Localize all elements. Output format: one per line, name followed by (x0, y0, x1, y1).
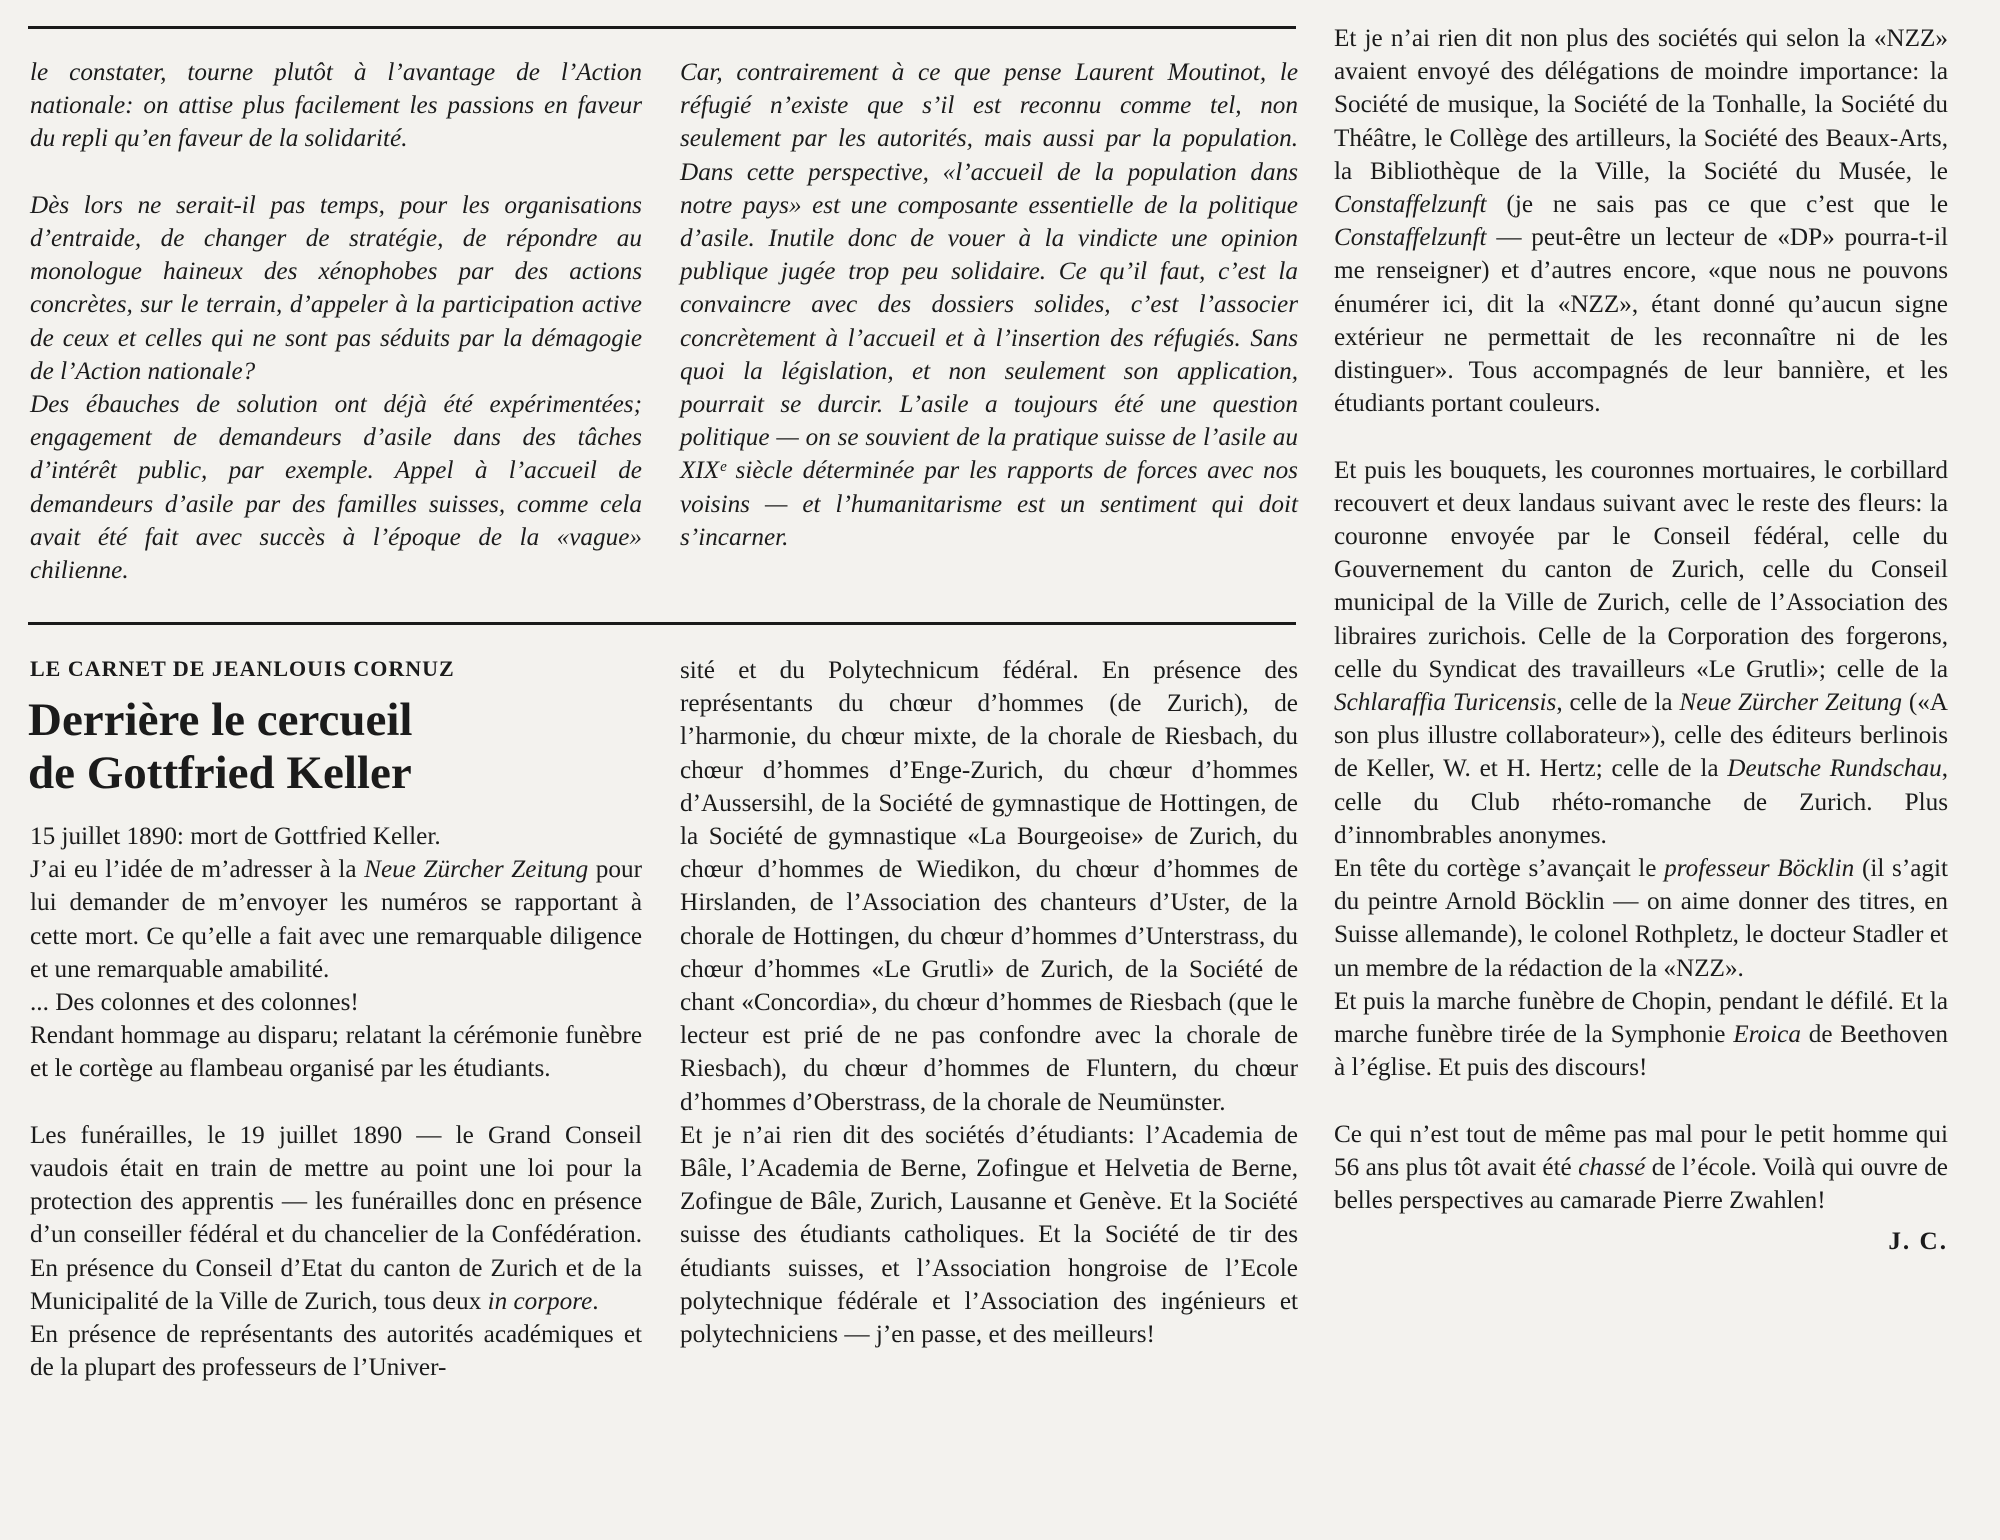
headline-line-1: Derrière le cercueil (28, 694, 413, 746)
col3-p2-italic-2: Neue Zürcher Zeitung (1679, 689, 1902, 717)
col1-paragraph-3: ... Des colonnes et des colonnes! (30, 989, 359, 1017)
col1-p2-text-a: J’ai eu l’idée de m’adresser à la (30, 856, 365, 884)
author-signature: J. C. (1888, 1228, 1948, 1256)
article-column-1 (30, 820, 642, 1384)
col1-p5-italic: in corpore (487, 1287, 593, 1315)
col1-paragraph-6: En présence de représentants des autorités académiques et de la plupart des professeurs de l’Univer- (30, 1321, 642, 1382)
col1-p5-text-a: Les funérailles, le 19 juillet 1890 — le Grand Conseil vaudois était en train de mettre au point une loi pour la protection des apprentis — les funérailles donc en présence d’un conseiller fédéral et du chancelier de la Confédération. En présence du Conseil d’Etat du canton de Zurich et de la Municipalité de la Ville de Zurich, tous deux (30, 1121, 642, 1315)
col1-p2-text-b: pour lui demander de m’envoyer les numéros se rapportant à cette mort. Ce qu’elle a fait avec une remarquable diligence et une remarquable amabilité. (30, 856, 642, 983)
top-left-paragraph-3: Des ébauches de solution ont déjà été expérimentées; engagement de demandeurs d’asile dans des tâches d’intérêt public, par exemple. Appel à l’accueil de demandeurs d’asile par des familles suisses, comme cela avait été fait avec succès à l’époque de la «vague» chilienne. (30, 391, 642, 585)
col3-p1-italic-1: Constaffelzunft (1334, 191, 1487, 219)
col3-p1-italic-2: Constaffelzunft (1334, 224, 1487, 252)
col3-p1-text-a: Et je n’ai rien dit non plus des sociétés qui selon la «NZZ» avaient envoyé des délégations de moindre importance: la Société de musique, la Société de la Tonhalle, la Société du Théâtre, le Collège des artilleurs, la Société des Beaux-Arts, la Bibliothèque de la Ville, la Société du Musée, le (1334, 25, 1948, 185)
top-left-column (30, 56, 642, 587)
col3-p2-text-a: Et puis les bouquets, les couronnes mortuaires, le corbillard recouvert et deux landaus suivant avec le reste des fleurs: la couronne envoyée par le Conseil fédéral, celle du Gouvernement du canton de Zurich, celle du Conseil municipal de la Ville de Zurich, celle de l’Association des libraires zurichois. Celle de la Corporation des forgerons, celle du Syndicat des travailleurs «Le Grutli»; celle de la (1334, 456, 1948, 683)
col3-p1-text-c: — peut-être un lecteur de «DP» pourra-t-il me renseigner) et d’autres encore, «que nous ne pouvons énumérer ici, dit la «NZZ», étant donné qu’aucun signe extérieur ne permettait de les reconnaître ni de les distinguer». Tous accompagnés de leur bannière, et les étudiants portant couleurs. (1334, 224, 1948, 418)
top-middle-paragraph-1: Car, contrairement à ce que pense Laurent Moutinot, le réfugié n’existe que s’il est reconnu comme tel, non seulement par les autorités, mais aussi par la population. Dans cette perspective, «l’accueil de la population dans notre pays» est une composante essentielle de la politique d’asile. Inutile donc de vouer à la vindicte une opinion publique jugée trop peu solidaire. Ce qu’il faut, c’est la convaincre avec des dossiers solides, c’est l’associer concrètement à l’accueil et à l’insertion des réfugiés. Sans quoi la législation, et non seulement son application, pourrait se durcir. L’asile a toujours été une question politique — on se souvient de la pratique suisse de l’asile au XIXᵉ siècle déterminée par les rapports de forces avec nos voisins — et l’humanitarisme est un sentiment qui doit s’incarner. (680, 59, 1298, 551)
top-left-paragraph-2: Dès lors ne serait-il pas temps, pour les organisations d’entraide, de changer de stratégie, de répondre au monologue haineux des xénophobes par des actions concrètes, sur le terrain, d’appeler à la participation active de ceux et celles qui ne sont pas séduits par la démagogie de l’Action nationale? (30, 191, 642, 385)
col3-paragraph-2 (1334, 454, 1948, 852)
col2-paragraph-1: sité et du Polytechnicum fédéral. En présence des représentants du chœur d’hommes (de Zurich), de l’harmonie, du chœur mixte, de la chorale de Riesbach, du chœur d’hommes d’Enge-Zurich, du chœur d’hommes d’Aussersihl, de la Société de gymnastique de Hottingen, de la Société de gymnastique «La Bourgeoise» de Zurich, du chœur d’hommes de Wiedikon, du chœur d’hommes de Hirslanden, de l’Association des chanteurs d’Uster, de la chorale de Hottingen, du chœur d’hommes d’Unterstrass, du chœur d’hommes «Le Grutli» de Zurich, de la Société de chant «Concordia», du chœur d’hommes de Riesbach (que le lecteur est prié de ne pas confondre avec la chorale de Riesbach), du chœur d’hommes de Fluntern, du chœur d’hommes d’Oberstrass, de la chorale de Neumünster. (680, 657, 1298, 1116)
col3-paragraph-3 (1334, 852, 1948, 985)
col1-paragraph-1: 15 juillet 1890: mort de Gottfried Keller. (30, 823, 441, 850)
col3-p2-italic-3: Deutsche Rundschau (1727, 755, 1942, 783)
col1-paragraph-4: Rendant hommage au disparu; relatant la cérémonie funèbre et le cortège au flambeau organisé par les étudiants. (30, 1022, 642, 1083)
top-rule (28, 26, 1296, 29)
article-column-3 (1334, 22, 1948, 1258)
col3-p5-text-a: Ce qui n’est tout de même pas mal pour le petit homme qui 56 ans plus tôt avait été (1334, 1120, 1948, 1181)
column-kicker: LE CARNET DE JEANLOUIS CORNUZ (30, 656, 455, 681)
col3-p1-text-b: (je ne sais pas ce que c’est que le (1486, 191, 1948, 219)
col3-paragraph-4 (1334, 985, 1948, 1085)
col1-paragraph-5 (30, 1119, 642, 1318)
col3-p3-text-b: (il s’agit du peintre Arnold Böcklin — on aime donner des titres, en Suisse allemande), le colonel Rothpletz, le docteur Stadler et un membre de la rédaction de la «NZZ». (1334, 855, 1949, 982)
col3-p4-text-b: de Beethoven à l’église. Et puis des discours! (1334, 1021, 1949, 1082)
col3-p2-text-c: («A son plus illustre collaborateur»), celle des éditeurs berlinois de Keller, W. et H. Hertz; celle de la (1334, 689, 1948, 783)
col3-p2-text-b: , celle de la (1556, 689, 1680, 717)
top-middle-column (680, 56, 1298, 554)
col1-p5-text-b: . (592, 1287, 599, 1315)
col3-p3-text-a: En tête du cortège s’avançait le (1334, 855, 1665, 883)
col3-paragraph-5 (1334, 1118, 1948, 1218)
col3-p4-italic: Eroica (1733, 1021, 1801, 1049)
col3-p3-italic: professeur Böcklin (1664, 855, 1855, 883)
col3-p5-italic: chassé (1578, 1153, 1646, 1181)
col1-p2-newspaper: Neue Zürcher Zeitung (364, 856, 589, 884)
col1-paragraph-2 (30, 853, 642, 986)
col3-p2-italic-1: Schlaraffia Turicensis (1334, 689, 1557, 717)
top-left-paragraph-1: le constater, tourne plutôt à l’avantage de l’Action nationale: on attise plus facilement les passions en faveur du repli qu’en faveur de la solidarité. (30, 59, 642, 153)
col3-p2-text-d: , celle du Club rhéto-romanche de Zurich. Plus d’innombrables anonymes. (1334, 755, 1948, 849)
col3-paragraph-1 (1334, 22, 1948, 420)
col3-p4-text-a: Et puis la marche funèbre de Chopin, pendant le défilé. Et la marche funèbre tirée de la Symphonie (1334, 987, 1948, 1049)
article-headline (28, 694, 648, 800)
section-divider-rule (28, 622, 1296, 625)
headline-line-2: de Gottfried Keller (28, 747, 412, 799)
article-column-2 (680, 654, 1298, 1351)
col2-paragraph-2: Et je n’ai rien dit des sociétés d’étudiants: l’Academia de Bâle, l’Academia de Berne, Zofingue et Helvetia de Berne, Zofingue de Bâle, Zurich, Lausanne et Genève. Et la Société suisse des étudiants catholiques. Et la Société de tir des étudiants suisses, et l’Association hongroise de l’Ecole polytechnique fédérale et l’Association des ingénieurs et polytechniciens — j’en passe, et des meilleurs! (680, 1121, 1298, 1349)
col3-p5-text-b: de l’école. Voilà qui ouvre de belles perspectives au camarade Pierre Zwahlen! (1334, 1153, 1948, 1215)
